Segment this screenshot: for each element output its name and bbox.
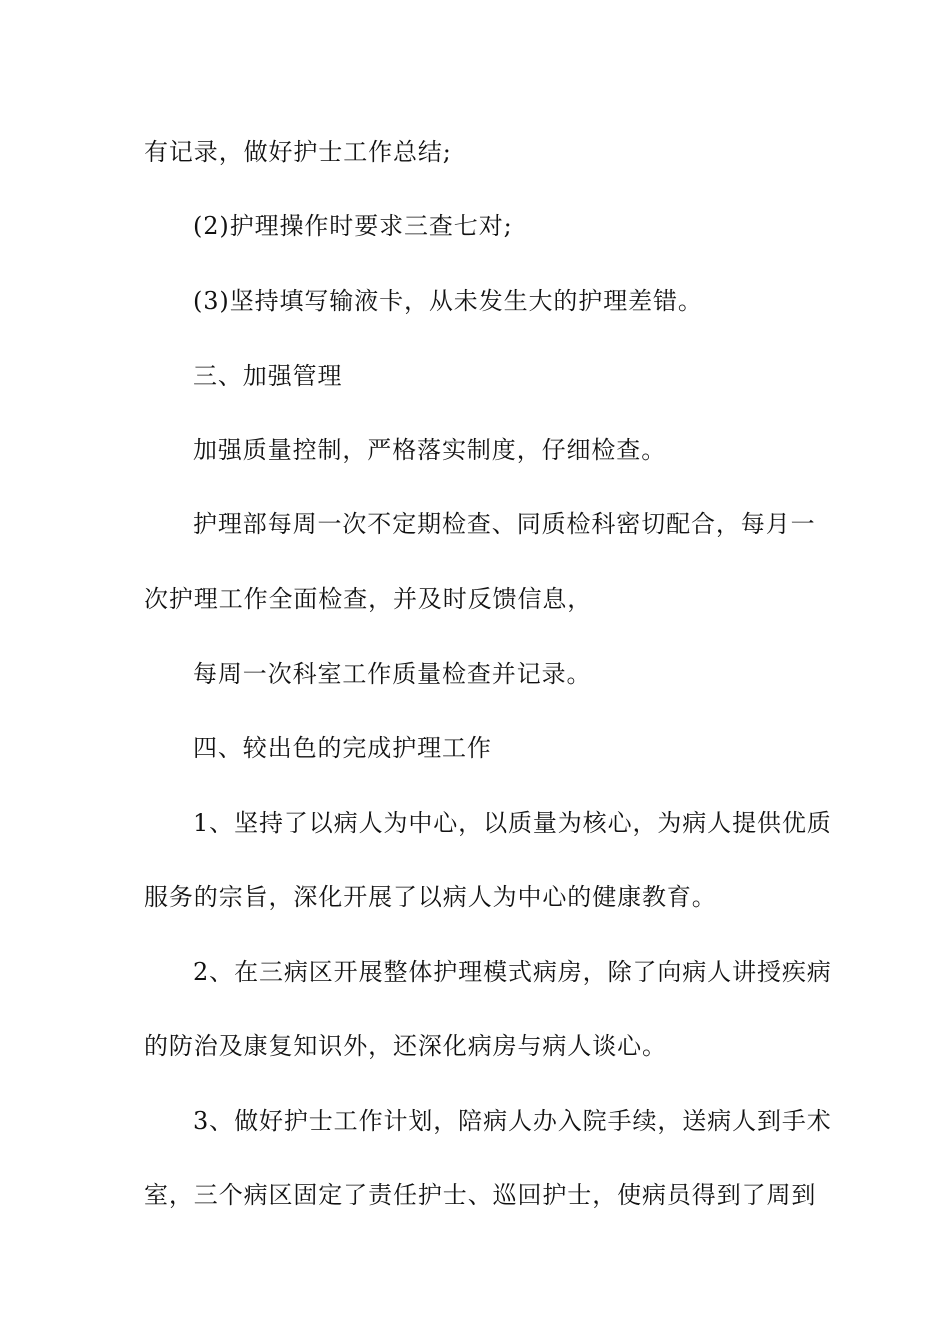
section-heading-3: 三、加强管理 [193, 362, 343, 390]
paragraph-line: 每周一次科室工作质量检查并记录。 [193, 660, 592, 688]
numbered-item-2: 2、在三病区开展整体护理模式病房，除了向病人讲授疾病 [193, 958, 832, 986]
paragraph-line: 有记录，做好护士工作总结; [144, 138, 452, 166]
paragraph-line: 室，三个病区固定了责任护士、巡回护士，使病员得到了周到 [144, 1181, 817, 1209]
list-item-3: (3)坚持填写输液卡，从未发生大的护理差错。 [193, 287, 703, 315]
paragraph-line: 加强质量控制，严格落实制度，仔细检查。 [193, 436, 667, 464]
list-item-2: (2)护理操作时要求三查七对; [193, 212, 513, 240]
numbered-item-1: 1、坚持了以病人为中心，以质量为核心，为病人提供优质 [193, 809, 832, 837]
paragraph-line: 服务的宗旨，深化开展了以病人为中心的健康教育。 [144, 883, 717, 911]
numbered-item-3: 3、做好护士工作计划，陪病人办入院手续，送病人到手术 [193, 1107, 832, 1135]
paragraph-line: 次护理工作全面检查，并及时反馈信息， [144, 585, 593, 613]
paragraph-line: 的防治及康复知识外，还深化病房与病人谈心。 [144, 1032, 667, 1060]
section-heading-4: 四、较出色的完成护理工作 [193, 734, 492, 762]
paragraph-line: 护理部每周一次不定期检查、同质检科密切配合，每月一 [193, 510, 816, 538]
